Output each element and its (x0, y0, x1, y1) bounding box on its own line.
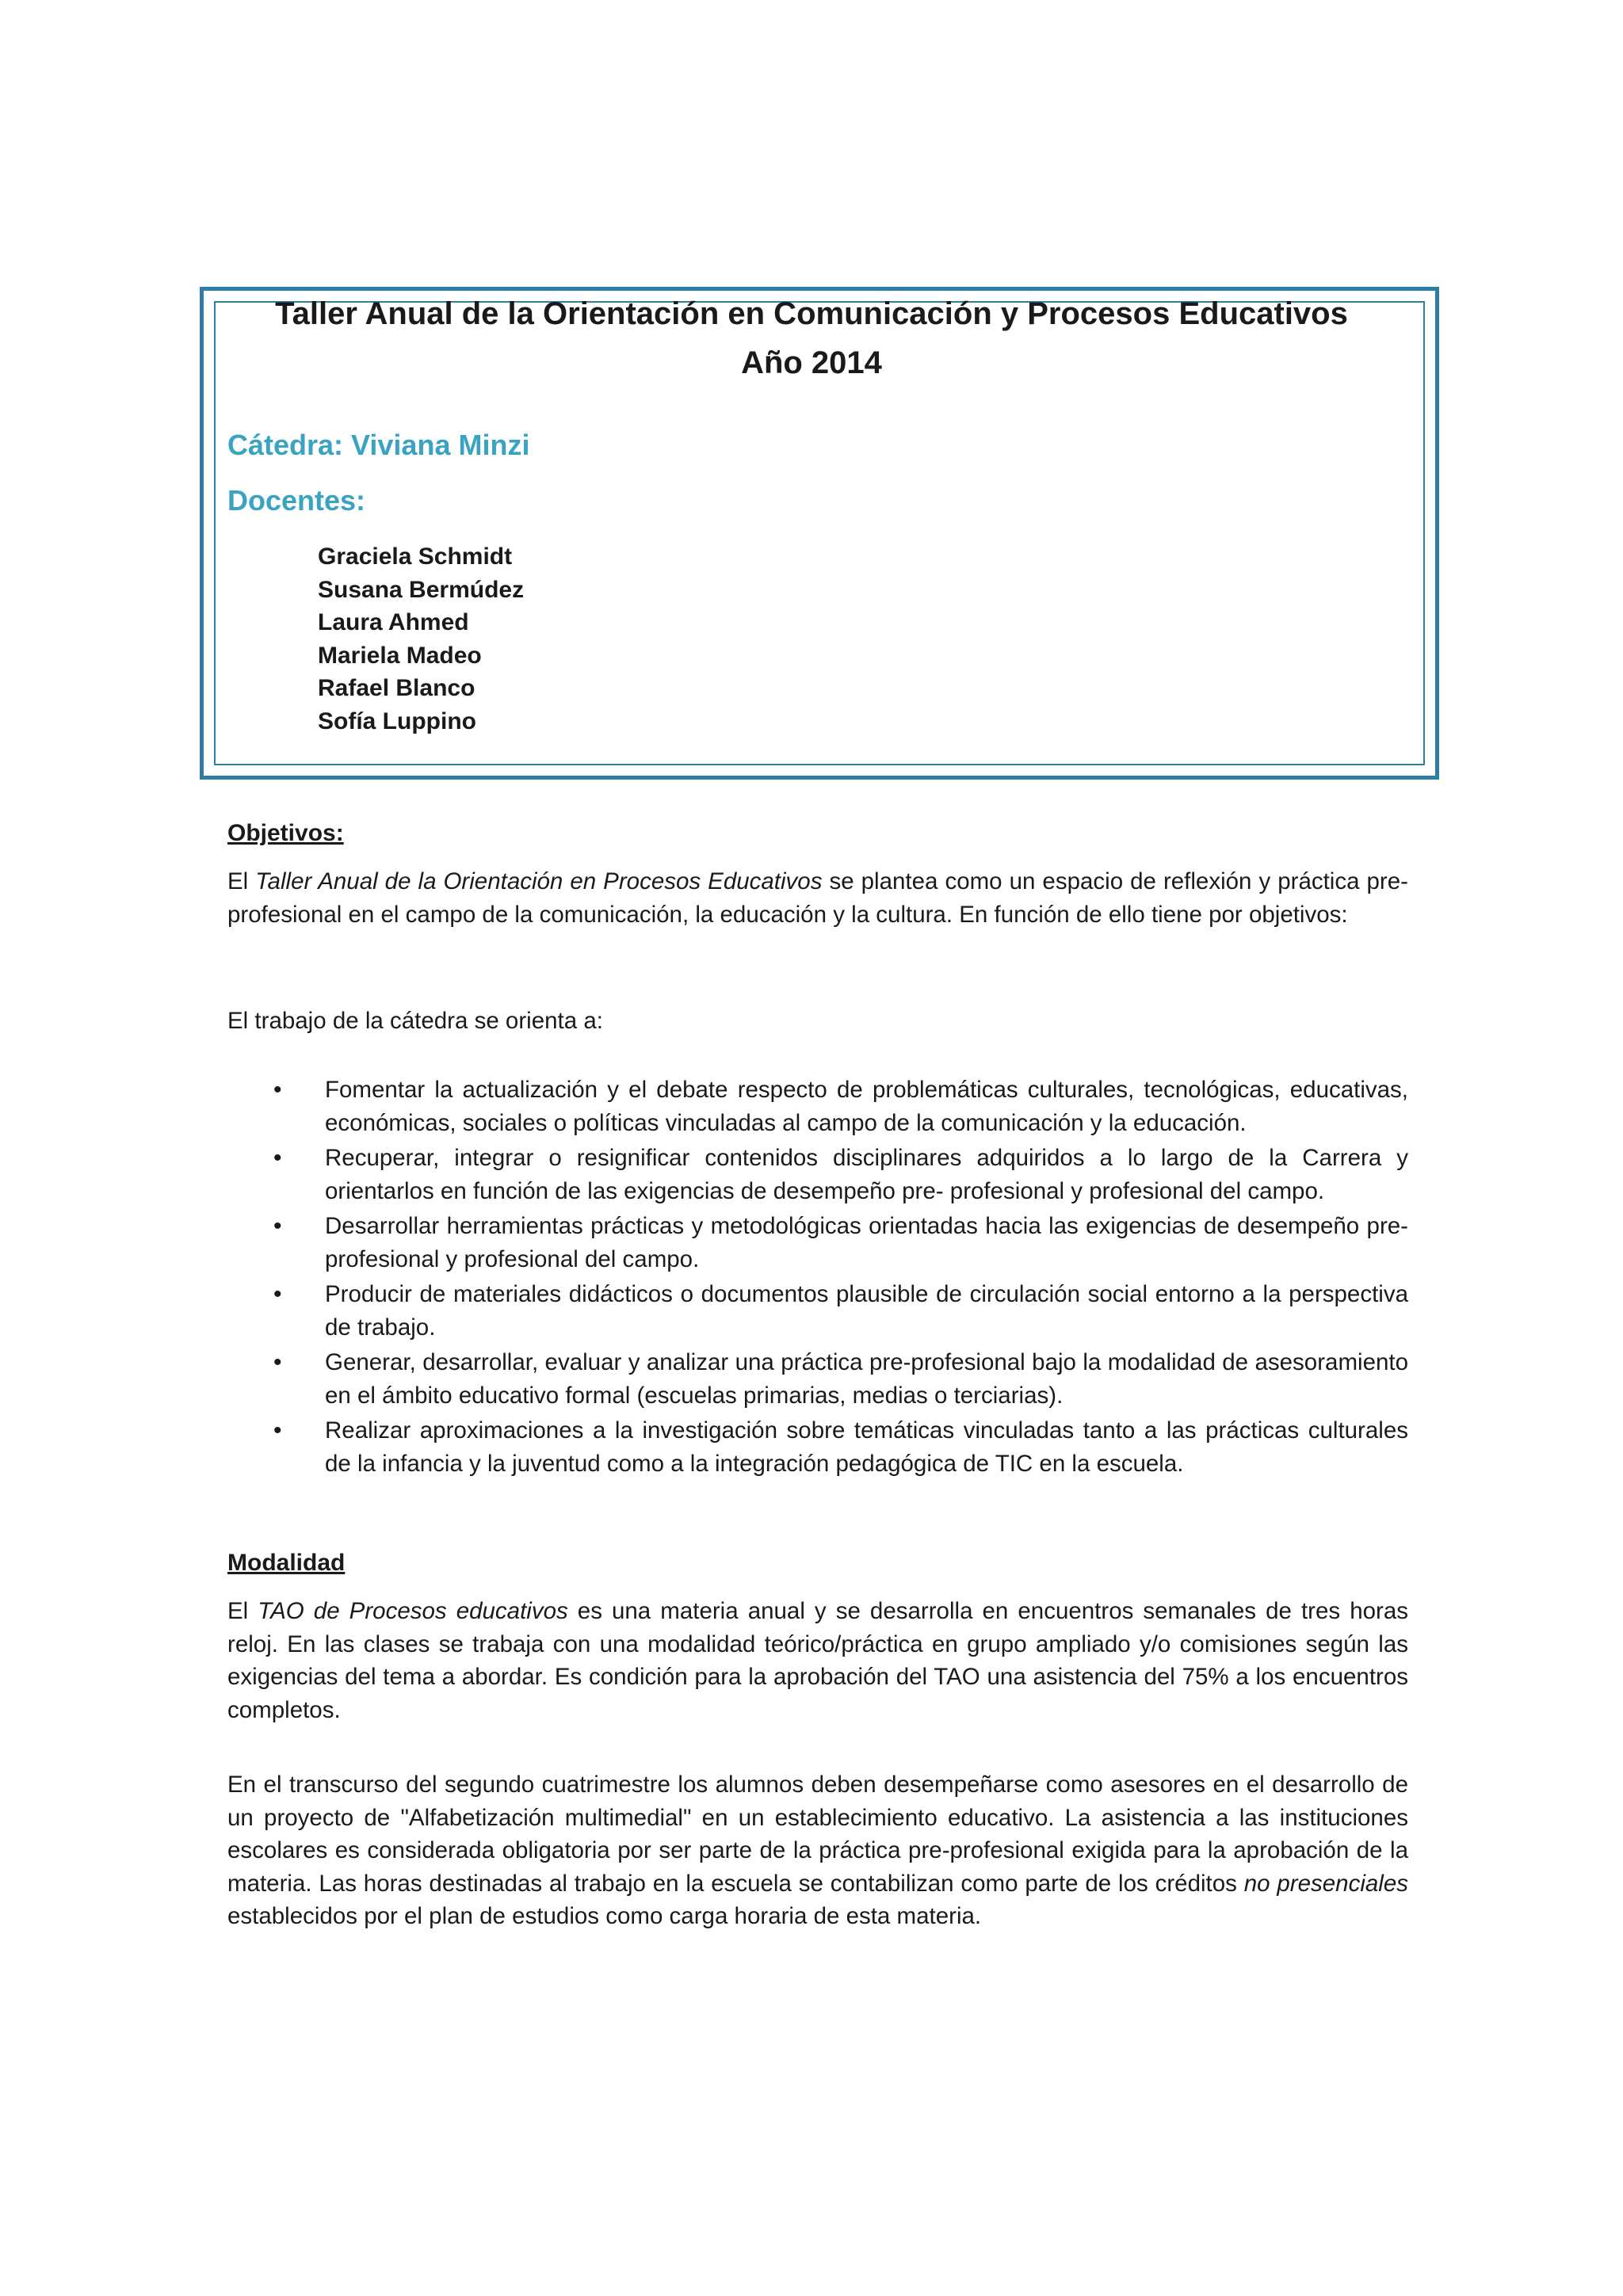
list-item-text: Recuperar, integrar o resignificar contenidos disciplinares adquiridos a lo largo de la Carrera y orientarlos en función de las exigencias de desempeño pre- profesional y profesional del campo. (325, 1145, 1408, 1204)
catedra-label: Cátedra: Viviana Minzi (227, 429, 530, 461)
objetivos-intro-italic: Taller Anual de la Orientación en Procesos Educativos (255, 868, 823, 894)
list-item (227, 1346, 1408, 1412)
objetivos-lead: El trabajo de la cátedra se orienta a: (227, 1008, 603, 1034)
modalidad-p2-prefix: En el transcurso del segundo cuatrimestre los alumnos deben desempeñarse como asesores en el desarrollo de un proyecto de "Alfabetización multimedial" en un establecimiento educativo. La asistencia a las instituciones escolares es considerada obligatoria por ser parte de la práctica pre-profesional exigida para la aprobación de la materia. Las horas destinadas al trabajo en la escuela se contabilizan como parte de los créditos (227, 1772, 1408, 1897)
objetivos-intro-prefix: El (227, 868, 256, 894)
modalidad-paragraph-1 (227, 1595, 1408, 1726)
modalidad-heading: Modalidad (227, 1550, 346, 1576)
objetivos-list (227, 1074, 1408, 1482)
objetivos-heading: Objetivos: (227, 820, 344, 846)
modalidad-p2-suffix: establecidos por el plan de estudios como carga horaria de esta materia. (227, 1903, 982, 1929)
modalidad-p1-prefix: El (227, 1598, 258, 1624)
modalidad-p2-italic: no presenciales (1243, 1870, 1408, 1897)
list-item (227, 1074, 1408, 1139)
docentes-label: Docentes: (227, 484, 366, 517)
modalidad-p1-italic: TAO de Procesos educativos (258, 1598, 568, 1624)
modalidad-p1-suffix: es una materia anual y se desarrolla en encuentros semanales de tres horas reloj. En las clases se trabaja con una modalidad teórico/práctica en grupo ampliado y/o comisiones según las exigencias del tema a abordar. Es condición para la aprobación del TAO una asistencia del 75% a los encuentros completos. (227, 1598, 1409, 1723)
bullet-icon: • (273, 1417, 282, 1444)
docente-item: Sofía Luppino (318, 707, 476, 734)
objetivos-intro-suffix: se plantea como un espacio de reflexión y práctica pre-profesional en el campo de la comunicación, la educación y la cultura. En función de ello tiene por objetivos: (227, 868, 1408, 928)
docente-item: Rafael Blanco (318, 675, 475, 701)
bullet-icon: • (273, 1281, 282, 1307)
modalidad-paragraph-2 (227, 1768, 1408, 1933)
list-item-text: Realizar aproximaciones a la investigación sobre temáticas vinculadas tanto a las prácticas culturales de la infancia y la juventud como a la integración pedagógica de TIC en la escuela. (325, 1417, 1408, 1477)
list-item (227, 1414, 1408, 1480)
bullet-icon: • (273, 1145, 282, 1171)
list-item-text: Fomentar la actualización y el debate respecto de problemáticas culturales, tecnológicas, educativas, económicas, sociales o políticas vinculadas al campo de la comunicación y la educación. (325, 1077, 1408, 1136)
title-line-1: Taller Anual de la Orientación en Comunicación y Procesos Educativos (275, 296, 1348, 331)
docentes-list (318, 540, 524, 738)
docente-item: Graciela Schmidt (318, 543, 513, 570)
list-item (227, 1210, 1408, 1276)
docente-item: Susana Bermúdez (318, 576, 525, 603)
docente-item: Mariela Madeo (318, 642, 482, 669)
list-item (227, 1142, 1408, 1207)
bullet-icon: • (273, 1213, 282, 1239)
bullet-icon: • (273, 1077, 282, 1103)
list-item-text: Desarrollar herramientas prácticas y metodológicas orientadas hacia las exigencias de desempeño pre-profesional y profesional del campo. (325, 1213, 1408, 1272)
bullet-icon: • (273, 1349, 282, 1375)
list-item (227, 1278, 1408, 1344)
objetivos-intro (227, 865, 1408, 931)
list-item-text: Producir de materiales didácticos o documentos plausible de circulación social entorno a la perspectiva de trabajo. (325, 1281, 1408, 1341)
docente-item: Laura Ahmed (318, 609, 469, 635)
title-line-2: Año 2014 (741, 345, 882, 380)
list-item-text: Generar, desarrollar, evaluar y analizar una práctica pre-profesional bajo la modalidad de asesoramiento en el ámbito educativo formal (escuelas primarias, medias o terciarias). (325, 1349, 1408, 1409)
